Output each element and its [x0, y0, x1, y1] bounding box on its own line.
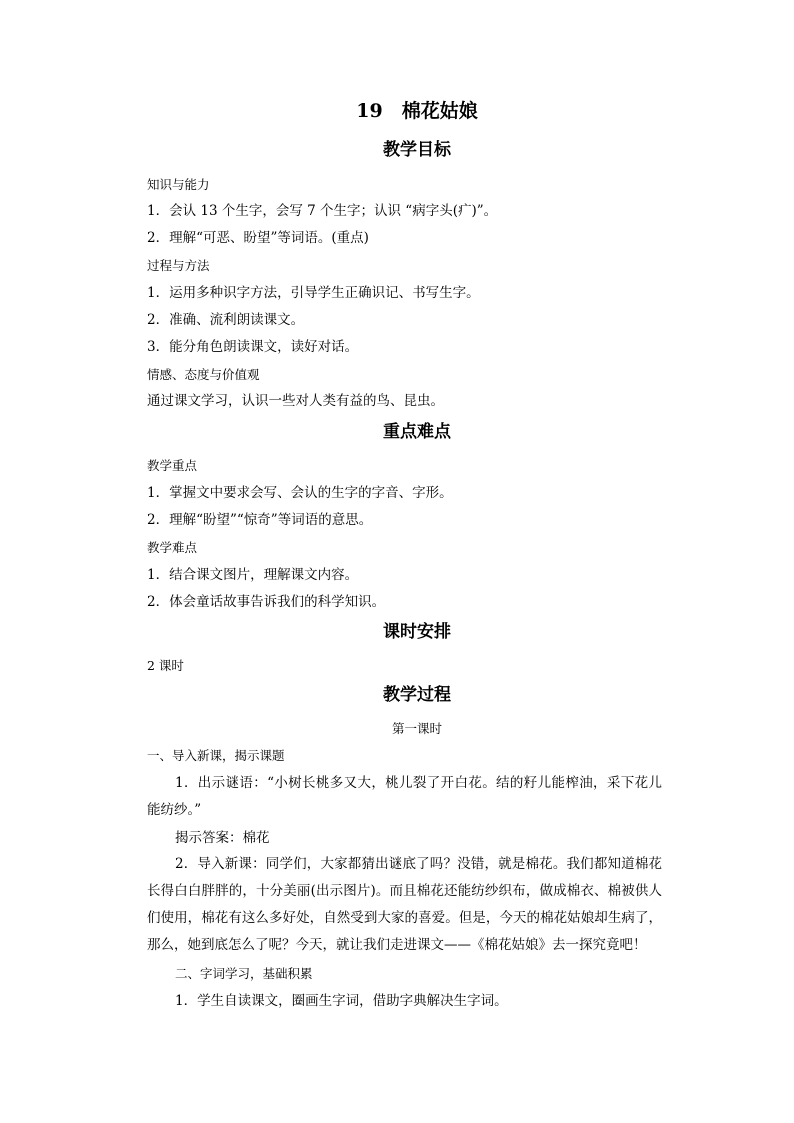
schedule-text: 2 课时	[147, 658, 184, 673]
knowledge-item-2: 2．理解“可恶、盼望”等词语。(重点)	[147, 230, 369, 246]
focus-item-1: 1．掌握文中要求会写、会认的生字的字音、字形。	[147, 485, 453, 501]
knowledge-item-1: 1．会认 13 个生字，会写 7 个生字；认识 “病字头(疒)”。	[147, 203, 498, 219]
heading-key-points: 重点难点	[383, 422, 451, 442]
part1-label: 一、导入新课，揭示课题	[147, 748, 285, 763]
answer-text: 揭示答案：棉花	[175, 830, 270, 846]
process-item-3: 3．能分角色朗读课文，读好对话。	[147, 339, 359, 355]
focus-item-2: 2．理解“盼望”“惊奇”等词语的意思。	[147, 512, 373, 528]
process-item-1: 1．运用多种识字方法，引导学生正确识记、书写生字。	[147, 285, 480, 301]
process-item-2: 2．准确、流利朗读课文。	[147, 312, 305, 328]
riddle-paragraph: 1．出示谜语：“小树长桃多又大，桃儿裂了开白花。结的籽儿能榨油，采下花儿能纺纱。”	[147, 775, 662, 818]
part2-item-1: 1．学生自读课文，圈画生字词，借助字典解决生字词。	[175, 993, 508, 1009]
heading-objectives: 教学目标	[383, 140, 451, 160]
difficulty-item-1: 1．结合课文图片，理解课文内容。	[147, 567, 359, 583]
heading-schedule: 课时安排	[383, 622, 451, 642]
lesson-title: 19 棉花姑娘	[356, 100, 478, 122]
label-difficulty: 教学难点	[147, 540, 198, 555]
intro-paragraph: 2．导入新课：同学们，大家都猜出谜底了吗？没错，就是棉花。我们都知道棉花长得白白胖胖的，十分美丽(出示图片)。而且棉花还能纺纱织布，做成棉衣、棉被供人们使用，棉花有这么多好处，自然受到大家的喜爱。但是，今天的棉花姑娘却生病了，那么，她到底怎么了呢？今天，就让我们走进课文——《棉花姑娘》去一探究竟吧！	[147, 856, 662, 953]
label-knowledge: 知识与能力	[147, 177, 210, 192]
label-emotion: 情感、态度与价值观	[147, 367, 260, 382]
emotion-text: 通过课文学习，认识一些对人类有益的鸟、昆虫。	[147, 393, 444, 409]
difficulty-item-2: 2．体会童话故事告诉我们的科学知识。	[147, 594, 386, 610]
heading-teaching-process: 教学过程	[383, 685, 451, 705]
label-focus: 教学重点	[147, 458, 198, 473]
period-label: 第一课时	[391, 721, 442, 736]
part2-label: 二、字词学习，基础积累	[175, 966, 313, 981]
label-process-method: 过程与方法	[147, 258, 210, 273]
